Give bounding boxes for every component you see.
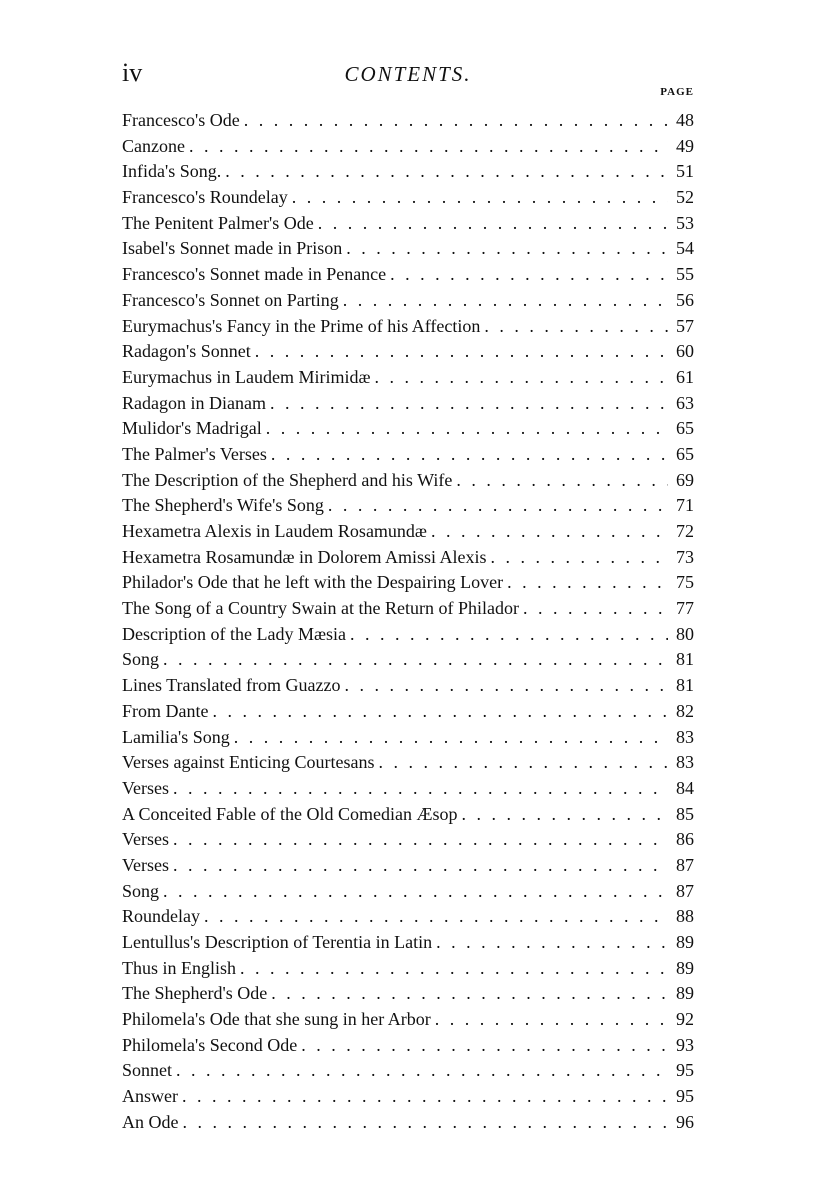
entry-page-number: 89 (676, 983, 694, 1004)
entry-page-number: 87 (676, 880, 694, 901)
entry-page-number: 57 (676, 315, 694, 336)
dot-leader (244, 108, 668, 134)
entry-title: Philomela's Ode that she sung in her Arbor (122, 1009, 431, 1030)
toc-entry (122, 442, 694, 468)
entry-page-number: 61 (676, 366, 694, 387)
toc-entry (122, 108, 694, 134)
dot-leader (346, 236, 668, 262)
entry-title: An Ode (122, 1111, 179, 1132)
toc-entry (122, 545, 694, 571)
toc-entry (122, 853, 694, 879)
toc-entry (122, 725, 694, 751)
toc-entry (122, 1084, 694, 1110)
entry-title: Canzone (122, 135, 185, 156)
toc-entry (122, 134, 694, 160)
dot-leader (374, 365, 668, 391)
entry-title: The Description of the Shepherd and his Wife (122, 469, 453, 490)
page-number: iv (122, 58, 143, 87)
dot-leader (173, 776, 668, 802)
entry-page-number: 51 (676, 161, 694, 182)
entry-page-number: 81 (676, 649, 694, 670)
toc-entry (122, 1110, 694, 1136)
toc-entry (122, 262, 694, 288)
toc-entry (122, 1058, 694, 1084)
dot-leader (173, 827, 668, 853)
entry-page-number: 88 (676, 906, 694, 927)
entry-title: Song (122, 649, 160, 670)
dot-leader (234, 725, 668, 751)
toc-entry (122, 622, 694, 648)
toc-entry (122, 288, 694, 314)
dot-leader (435, 1007, 668, 1033)
entry-title: Lamilia's Song (122, 726, 230, 747)
entry-page-number: 53 (676, 212, 694, 233)
toc-entry (122, 930, 694, 956)
entry-page-number: 48 (676, 110, 694, 130)
toc-entry (122, 365, 694, 391)
toc-entry (122, 468, 694, 494)
entry-page-number: 87 (676, 854, 694, 875)
toc-entry (122, 1007, 694, 1033)
entry-page-number: 63 (676, 392, 694, 413)
entry-title: Philomela's Second Ode (122, 1034, 298, 1055)
toc-entry (122, 211, 694, 237)
entry-page-number: 49 (676, 135, 694, 156)
entry-title: Lentullus's Description of Terentia in Latin (122, 932, 433, 952)
entry-title: Mulidor's Madrigal (122, 418, 262, 439)
entry-page-number: 75 (676, 572, 694, 593)
entry-title: Radagon's Sonnet (122, 341, 251, 362)
entry-title: Infida's Song. (122, 161, 222, 182)
toc-entry (122, 416, 694, 442)
entry-title: Description of the Lady Mæsia (122, 623, 346, 644)
entry-title: Eurymachus in Laudem Mirimidæ (122, 366, 371, 387)
entry-title: A Conceited Fable of the Old Comedian Æsop (122, 803, 458, 824)
dot-leader (456, 468, 668, 494)
entry-title: From Dante (122, 700, 209, 721)
entry-title: Verses (122, 829, 169, 850)
entry-title: The Shepherd's Wife's Song (122, 495, 324, 516)
entry-title: Roundelay (122, 906, 200, 927)
toc-entry (122, 750, 694, 776)
entry-page-number: 80 (676, 623, 694, 644)
page-header (122, 58, 694, 92)
toc-entry (122, 776, 694, 802)
entry-title: Francesco's Sonnet on Parting (122, 289, 339, 310)
toc-entry (122, 185, 694, 211)
toc-entry (122, 699, 694, 725)
dot-leader (390, 262, 668, 288)
toc-entry (122, 493, 694, 519)
dot-leader (271, 981, 668, 1007)
table-of-contents (122, 108, 694, 1136)
toc-entry (122, 802, 694, 828)
entry-page-number: 96 (676, 1111, 694, 1132)
toc-entry (122, 236, 694, 262)
toc-entry (122, 1033, 694, 1059)
entry-title: Francesco's Ode (122, 110, 240, 130)
entry-page-number: 73 (676, 546, 694, 567)
entry-title: Verses against Enticing Courtesans (122, 752, 375, 773)
toc-entry (122, 570, 694, 596)
toc-entry (122, 904, 694, 930)
entry-title: Hexametra Rosamundæ in Dolorem Amissi Alexis (122, 546, 487, 567)
entry-title: The Palmer's Verses (122, 443, 267, 464)
dot-leader (350, 622, 668, 648)
dot-leader (270, 391, 668, 417)
dot-leader (163, 879, 668, 905)
entry-page-number: 55 (676, 264, 694, 285)
entry-page-number: 95 (676, 1086, 694, 1107)
toc-entry (122, 647, 694, 673)
entry-page-number: 83 (676, 726, 694, 747)
entry-page-number: 93 (676, 1034, 694, 1055)
dot-leader (490, 545, 668, 571)
entry-page-number: 81 (676, 675, 694, 696)
dot-leader (461, 802, 668, 828)
entry-title: Verses (122, 854, 169, 875)
toc-entry (122, 879, 694, 905)
entry-page-number: 89 (676, 957, 694, 978)
entry-page-number: 77 (676, 598, 694, 619)
entry-title: Sonnet (122, 1060, 173, 1081)
dot-leader (436, 930, 668, 956)
dot-leader (271, 442, 668, 468)
entry-title: Song (122, 880, 160, 901)
toc-entry (122, 314, 694, 340)
entry-title: Thus in English (122, 957, 237, 978)
dot-leader (507, 570, 668, 596)
dot-leader (318, 211, 668, 237)
toc-entry (122, 827, 694, 853)
dot-leader (240, 956, 668, 982)
entry-title: The Penitent Palmer's Ode (122, 212, 314, 233)
dot-leader (255, 339, 668, 365)
entry-title: Radagon in Dianam (122, 392, 266, 413)
dot-leader (189, 134, 668, 160)
entry-page-number: 83 (676, 752, 694, 773)
toc-entry (122, 391, 694, 417)
entry-page-number: 56 (676, 289, 694, 310)
dot-leader (204, 904, 668, 930)
dot-leader (523, 596, 668, 622)
entry-page-number: 84 (676, 777, 694, 798)
dot-leader (344, 673, 668, 699)
dot-leader (301, 1033, 668, 1059)
toc-entry (122, 956, 694, 982)
entry-title: Eurymachus's Fancy in the Prime of his Affection (122, 315, 481, 336)
entry-page-number: 86 (676, 829, 694, 850)
entry-title: Lines Translated from Guazzo (122, 675, 341, 696)
dot-leader (484, 314, 668, 340)
entry-title: The Song of a Country Swain at the Return of Philador (122, 598, 519, 619)
page-title: CONTENTS. (344, 62, 472, 86)
page-column-label: PAGE (660, 86, 694, 98)
dot-leader (183, 1110, 669, 1136)
entry-page-number: 89 (676, 932, 694, 952)
dot-leader (343, 288, 668, 314)
entry-title: The Shepherd's Ode (122, 983, 268, 1004)
dot-leader (292, 185, 668, 211)
entry-title: Francesco's Roundelay (122, 187, 288, 208)
toc-entry (122, 596, 694, 622)
dot-leader (182, 1084, 668, 1110)
entry-title: Hexametra Alexis in Laudem Rosamundæ (122, 521, 427, 541)
toc-entry (122, 339, 694, 365)
dot-leader (163, 647, 668, 673)
toc-entry (122, 981, 694, 1007)
entry-page-number: 72 (676, 521, 694, 541)
entry-page-number: 71 (676, 495, 694, 516)
entry-title: Philador's Ode that he left with the Despairing Lover (122, 572, 504, 593)
entry-page-number: 82 (676, 700, 694, 721)
entry-page-number: 65 (676, 443, 694, 464)
dot-leader (328, 493, 668, 519)
entry-page-number: 65 (676, 418, 694, 439)
entry-title: Francesco's Sonnet made in Penance (122, 264, 387, 285)
dot-leader (431, 519, 668, 545)
toc-entry (122, 159, 694, 185)
dot-leader (378, 750, 668, 776)
dot-leader (212, 699, 668, 725)
toc-entry (122, 673, 694, 699)
dot-leader (266, 416, 668, 442)
entry-page-number: 95 (676, 1060, 694, 1081)
entry-title: Answer (122, 1086, 178, 1107)
entry-page-number: 69 (676, 469, 694, 490)
toc-entry (122, 519, 694, 545)
dot-leader (173, 853, 668, 879)
entry-title: Isabel's Sonnet made in Prison (122, 238, 343, 259)
entry-page-number: 92 (676, 1009, 694, 1030)
dot-leader (225, 159, 668, 185)
entry-title: Verses (122, 777, 169, 798)
entry-page-number: 52 (676, 187, 694, 208)
entry-page-number: 54 (676, 238, 694, 259)
entry-page-number: 60 (676, 341, 694, 362)
entry-page-number: 85 (676, 803, 694, 824)
dot-leader (176, 1058, 668, 1084)
